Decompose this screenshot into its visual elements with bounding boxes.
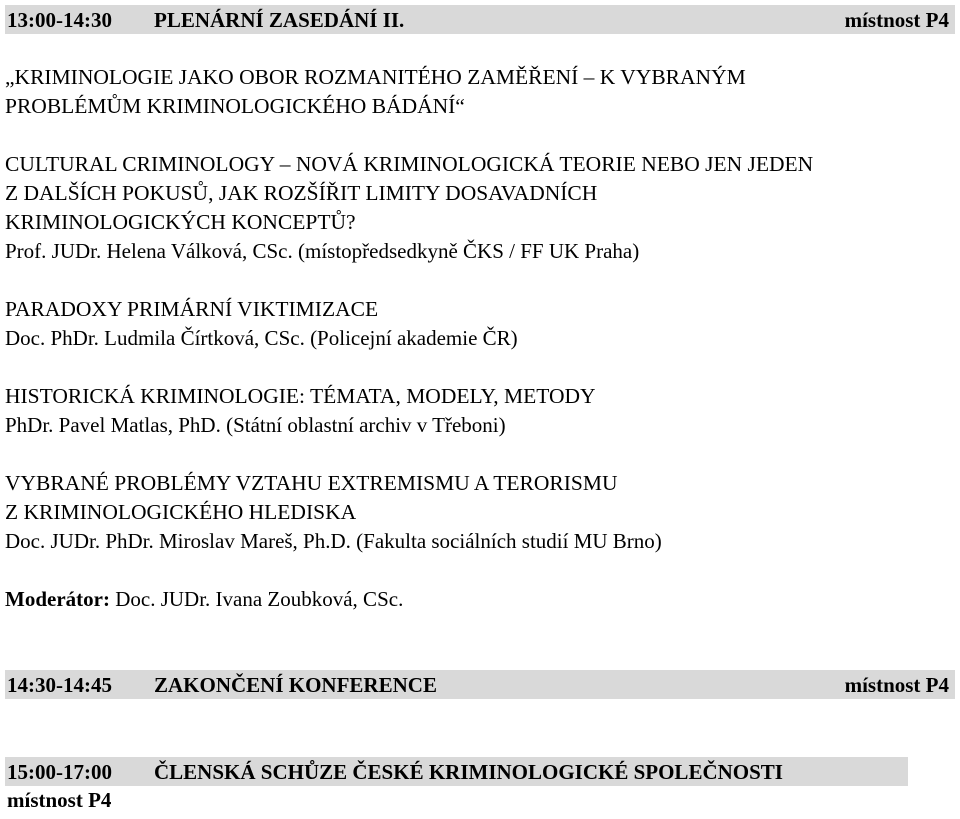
talk-title-line: CULTURAL CRIMINOLOGY – NOVÁ KRIMINOLOGICKÁ TEORIE NEBO JEN JEDEN	[5, 152, 814, 176]
session-header-members-meeting	[5, 757, 955, 815]
talk-speaker: Prof. JUDr. Helena Válková, CSc. (místopředsedkyně ČKS / FF UK Praha)	[5, 239, 640, 263]
talk-title-line: HISTORICKÁ KRIMINOLOGIE: TÉMATA, MODELY, METODY	[5, 384, 596, 408]
session-title: PLENÁRNÍ ZASEDÁNÍ II.	[154, 8, 405, 32]
talk-title-line: VYBRANÉ PROBLÉMY VZTAHU EXTREMISMU A TERORISMU	[5, 471, 618, 495]
session-room: místnost P4	[844, 8, 949, 32]
session-time: 14:30-14:45	[7, 673, 112, 697]
talk-speaker: Doc. PhDr. Ludmila Čírtková, CSc. (Policejní akademie ČR)	[5, 326, 518, 350]
session-room: místnost P4	[844, 673, 949, 697]
talk-title-line: Z DALŠÍCH POKUSŮ, JAK ROZŠÍŘIT LIMITY DOSAVADNÍCH	[5, 181, 598, 205]
session-time: 15:00-17:00	[7, 760, 112, 784]
talk-item	[5, 469, 955, 556]
talk-item	[5, 150, 955, 266]
talk-speaker: PhDr. Pavel Matlas, PhD. (Státní oblastní archiv v Třeboni)	[5, 413, 506, 437]
talk-title-line: PARADOXY PRIMÁRNÍ VIKTIMIZACE	[5, 297, 379, 321]
talk-speaker: Doc. JUDr. PhDr. Miroslav Mareš, Ph.D. (Fakulta sociálních studií MU Brno)	[5, 529, 662, 553]
heading-line: PROBLÉMŮM KRIMINOLOGICKÉHO BÁDÁNÍ“	[5, 94, 465, 118]
talk-item	[5, 382, 955, 440]
session-room: místnost P4	[7, 788, 112, 812]
session-time: 13:00-14:30	[7, 8, 112, 32]
talk-title-line: Z KRIMINOLOGICKÉHO HLEDISKA	[5, 500, 357, 524]
moderator-name: Doc. JUDr. Ivana Zoubková, CSc.	[115, 587, 404, 611]
moderator-label: Moderátor:	[5, 587, 110, 611]
talk-title-line: KRIMINOLOGICKÝCH KONCEPTŮ?	[5, 210, 356, 234]
talk-item	[5, 295, 955, 353]
moderator	[5, 585, 955, 614]
session-title: ČLENSKÁ SCHŮZE ČESKÉ KRIMINOLOGICKÉ SPOLEČNOSTI	[154, 760, 783, 784]
session-title: ZAKONČENÍ KONFERENCE	[154, 673, 437, 697]
session-theme-heading	[5, 63, 955, 121]
session-header-closing	[5, 670, 955, 699]
session-header-plenary	[5, 5, 955, 34]
heading-line: „KRIMINOLOGIE JAKO OBOR ROZMANITÉHO ZAMĚŘENÍ – K VYBRANÝM	[5, 65, 746, 89]
